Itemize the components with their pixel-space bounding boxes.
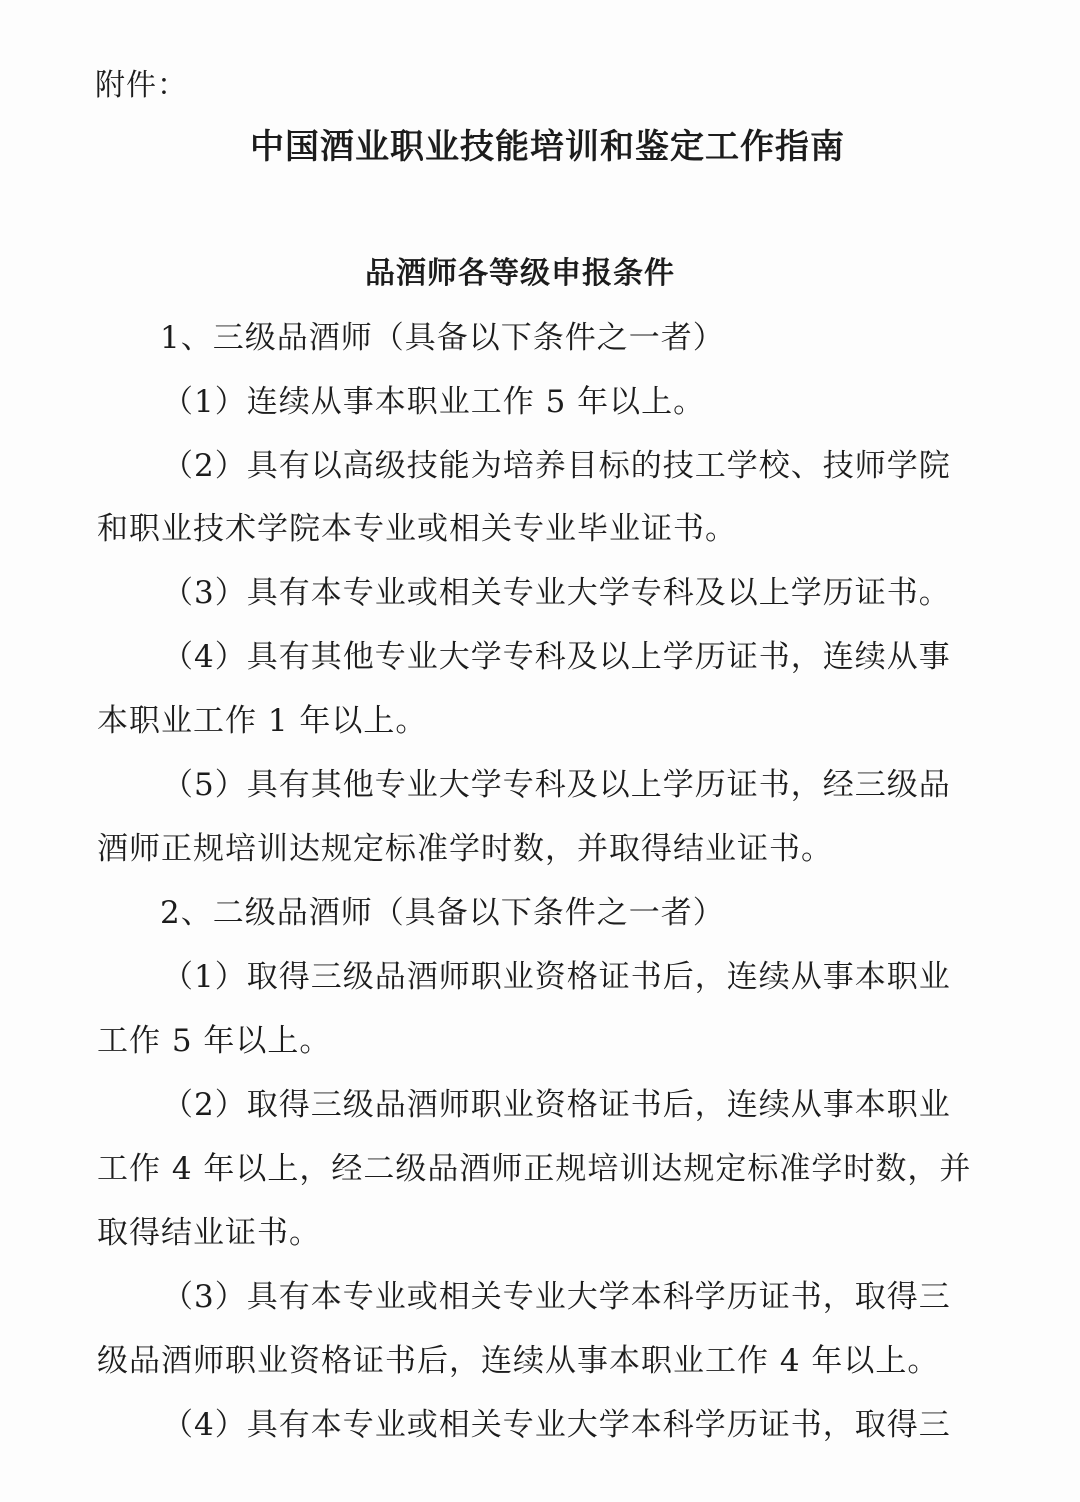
- paragraph-line: （1）取得三级品酒师职业资格证书后，连续从事本职业: [162, 959, 951, 995]
- paragraph-line: 酒师正规培训达规定标准学时数，并取得结业证书。: [97, 831, 833, 867]
- paragraph-line: 工作 4 年以上，经二级品酒师正规培训达规定标准学时数，并: [97, 1151, 972, 1187]
- paragraph-line: （3）具有本专业或相关专业大学本科学历证书，取得三: [162, 1279, 951, 1315]
- paragraph-line: （2）取得三级品酒师职业资格证书后，连续从事本职业: [162, 1087, 951, 1123]
- paragraph-line: 取得结业证书。: [97, 1215, 321, 1251]
- paragraph-line: （2）具有以高级技能为培养目标的技工学校、技师学院: [162, 448, 951, 484]
- paragraph-line: （5）具有其他专业大学专科及以上学历证书，经三级品: [162, 767, 951, 803]
- paragraph-line: （1）连续从事本职业工作 5 年以上。: [162, 384, 706, 420]
- paragraph-line: （4）具有本专业或相关专业大学本科学历证书，取得三: [162, 1407, 951, 1443]
- paragraph-line: 本职业工作 1 年以上。: [97, 703, 428, 739]
- section-2-heading: 2、二级品酒师（具备以下条件之一者）: [160, 895, 725, 931]
- paragraph-line: 和职业技术学院本专业或相关专业毕业证书。: [97, 511, 737, 547]
- paragraph-line: （4）具有其他专业大学专科及以上学历证书，连续从事: [162, 639, 951, 675]
- paragraph-line: 工作 5 年以上。: [97, 1023, 332, 1059]
- document-title: 中国酒业职业技能培训和鉴定工作指南: [250, 127, 845, 167]
- attachment-label: 附件：: [95, 68, 188, 103]
- section-heading: 品酒师各等级申报条件: [365, 256, 675, 291]
- paragraph-line: 级品酒师职业资格证书后，连续从事本职业工作 4 年以上。: [97, 1343, 940, 1379]
- section-1-heading: 1、三级品酒师（具备以下条件之一者）: [160, 320, 725, 356]
- paragraph-line: （3）具有本专业或相关专业大学专科及以上学历证书。: [162, 575, 951, 611]
